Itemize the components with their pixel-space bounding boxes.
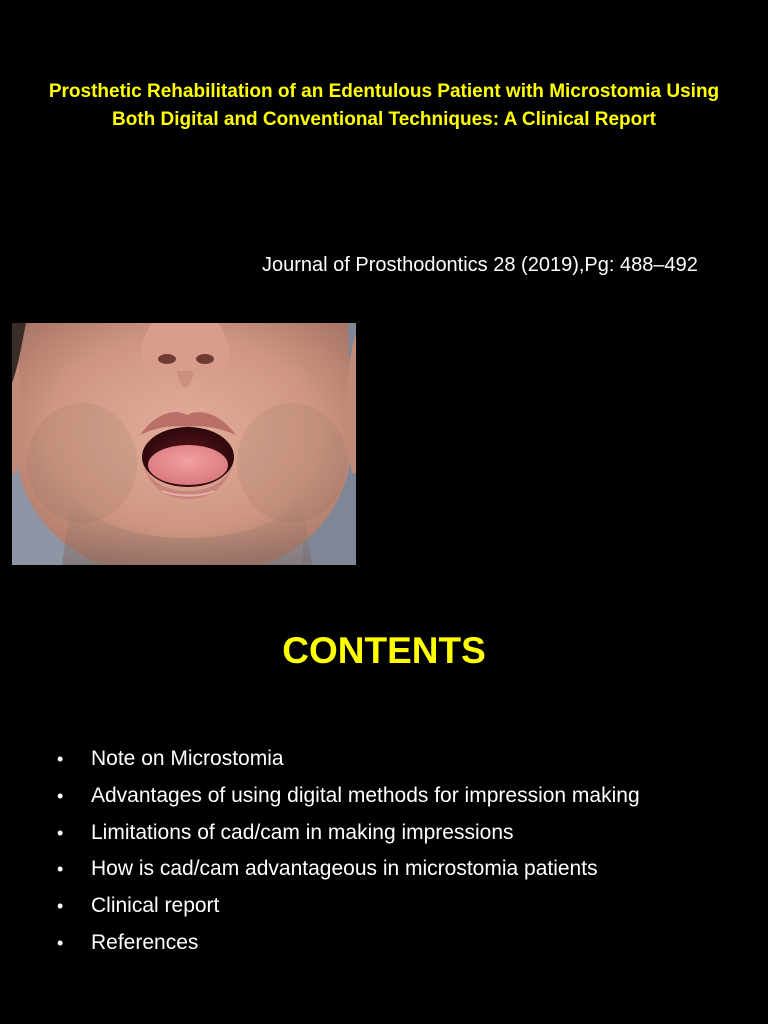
bullet-icon: • [57,822,64,843]
bullet-icon: • [57,785,64,806]
list-item-label: How is cad/cam advantageous in microstomia patients [91,857,598,881]
journal-citation: Journal of Prosthodontics 28 (2019),Pg: 488–492 [262,254,698,276]
bullet-icon: • [57,749,64,769]
list-item [57,741,640,778]
list-item-label: Advantages of using digital methods for impression making [91,783,640,807]
list-item-label: Clinical report [91,894,220,918]
list-item-label: Limitations of cad/cam in making impressions [91,820,514,844]
list-item [57,888,640,925]
list-item-label: References [91,930,199,954]
contents-list [57,741,640,962]
bullet-icon: • [57,896,64,917]
list-item [57,815,640,852]
list-item-label: Note on Microstomia [91,747,284,770]
list-item [57,925,640,962]
list-item [57,851,640,888]
bullet-icon: • [57,932,64,953]
list-item [57,778,640,815]
patient-open-mouth-photo [12,323,356,565]
bullet-icon: • [57,859,64,880]
contents-heading: CONTENTS [282,630,486,671]
slide-title: Prosthetic Rehabilitation of an Edentulous Patient with Microstomia Using Both Digital and Conventional Techniques: A Clinical Report [48,81,720,130]
